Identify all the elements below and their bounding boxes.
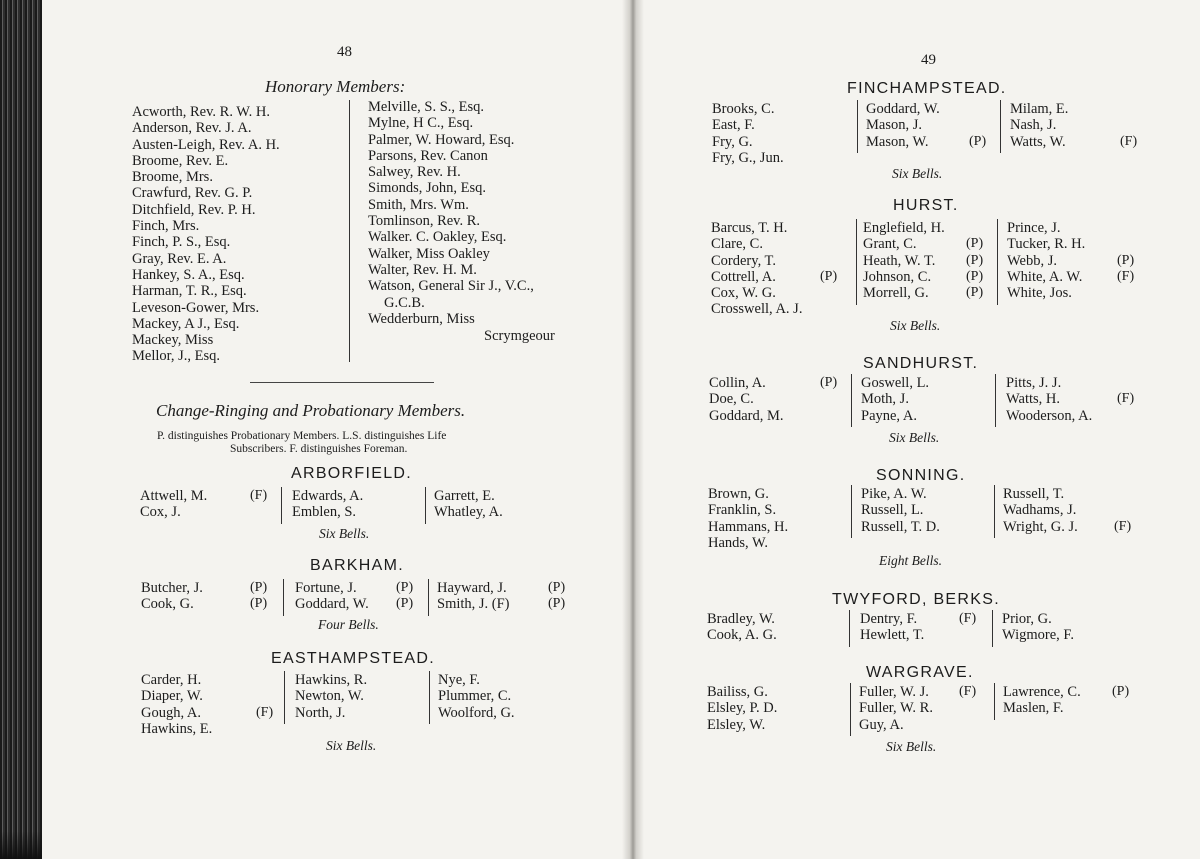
member-col3-entry: Russell, T. [1003,486,1065,502]
column-divider [856,219,857,305]
town-heading: WARGRAVE. [866,664,974,681]
member-col2-entry: Fortune, J. [295,580,357,596]
honorary-col2-entry: Mylne, H C., Esq. [368,115,474,132]
member-col2-entry: Payne, A. [861,407,917,424]
member-col1-entry: Cottrell, A. [711,268,776,285]
member-col3-entry: Lawrence, C. [1003,684,1081,700]
column-divider [997,219,998,305]
member-col1-entry: Attwell, M. [140,488,208,504]
honorary-col1-entry: Mackey, A J., Esq. [132,315,240,332]
status-mark: (P) [966,252,984,268]
member-col3 [1007,220,1085,301]
honorary-col1-entry: Austen-Leigh, Rev. A. H. [132,136,280,153]
section-rule [250,382,434,383]
member-col1 [712,101,784,166]
member-col2-entry: North, J. [295,704,346,721]
member-col3-entry: White, Jos. [1007,285,1072,302]
member-col3 [1010,101,1068,150]
member-col3-entry: Wadhams, J. [1003,502,1077,519]
member-col3-entry: Maslen, F. [1003,700,1064,717]
member-col1-entry: Fry, G. [712,133,753,150]
member-col2-entry: Moth, J. [861,391,909,408]
member-col3-entry: Whatley, A. [434,504,503,521]
town-heading: ARBORFIELD. [291,465,412,482]
member-col1-entry: Brown, G. [708,486,769,502]
status-mark: (P) [820,375,838,390]
status-mark: (P) [966,268,984,284]
honorary-col2-entry: Watson, General Sir J., V.C., [368,278,534,295]
honorary-col1-entry: Harman, T. R., Esq. [132,283,247,300]
right-page [632,0,1200,859]
status-mark: (P) [396,596,414,612]
member-col2-entry: Fuller, W. J. [859,684,929,700]
status-mark: (F) [1114,518,1132,534]
member-col3-entry: Wooderson, A. [1006,407,1093,424]
member-col1 [141,580,203,613]
member-col1-entry: Clare, C. [711,236,763,253]
honorary-col1-entry: Broome, Rev. E. [132,152,229,169]
honorary-col2-entry: Wedderburn, Miss [368,310,475,327]
town-heading: SANDHURST. [863,355,979,372]
member-col1-entry: Cox, J. [140,504,181,521]
member-col2-entry: Englefield, H. [863,220,945,236]
member-col2-entry: Dentry, F. [860,611,918,627]
member-col3 [1002,611,1074,644]
member-col2 [866,101,940,150]
honorary-col1-entry: Ditchfield, Rev. P. H. [132,201,256,218]
member-col3-entry: Webb, J. [1007,252,1057,269]
status-mark: (P) [969,133,987,149]
member-col3-entry: Wigmore, F. [1002,627,1074,644]
member-col2 [295,580,369,613]
status-mark: (F) [256,704,274,720]
page-edges [0,0,42,859]
column-divider [425,487,426,524]
member-col1-entry: Hammans, H. [708,518,789,535]
honorary-col1-entry: Crawfurd, Rev. G. P. [132,185,253,202]
left-page [40,0,630,859]
member-col3 [434,488,503,521]
bells-label: Six Bells. [319,526,370,541]
member-col1-entry: Crosswell, A. J. [711,301,803,318]
honorary-col2-entry: Walter, Rev. H. M. [368,261,477,278]
status-mark: (P) [250,580,268,595]
member-col1-entry: Cook, G. [141,596,194,613]
member-col3-entry: Watts, W. [1010,133,1066,150]
member-col1-entry: Doe, C. [709,391,754,408]
status-mark: (P) [820,268,838,284]
member-col2-entry: Mason, W. [866,133,929,150]
status-mark: (P) [1112,684,1130,699]
status-mark: (P) [966,236,984,252]
town-heading: TWYFORD, BERKS. [832,591,1000,608]
book-gutter [622,0,644,859]
honorary-col2-entry: Walker, Miss Oakley [368,245,490,262]
status-mark: (F) [250,488,268,503]
member-col1 [711,220,802,318]
bells-label: Six Bells. [892,166,943,181]
honorary-col1-entry: Acworth, Rev. R. W. H. [132,104,271,120]
member-col1-entry: Cook, A. G. [707,627,777,644]
status-mark: (P) [548,580,566,595]
member-col1-entry: Bailiss, G. [707,684,768,700]
honorary-col1-entry: Broome, Mrs. [132,169,213,186]
member-col3 [1006,375,1092,424]
honorary-col1 [132,104,280,365]
member-col2 [292,488,363,521]
column-divider [349,100,350,362]
member-col1-entry: Goddard, M. [709,407,784,424]
member-col1 [140,488,207,521]
member-col1-entry: East, F. [712,117,755,134]
member-col2-entry: Heath, W. T. [863,252,936,269]
member-col3 [1003,684,1081,717]
status-mark: (P) [1117,252,1135,268]
member-col2-entry: Hewlett, T. [860,627,925,644]
column-divider [849,610,850,647]
column-divider [283,579,284,616]
member-col2 [861,375,929,424]
column-divider [995,374,996,427]
honorary-col2-entry: Smith, Mrs. Wm. [368,196,469,213]
member-col2-entry: Hawkins, R. [295,672,368,688]
member-col1-entry: Diaper, W. [141,688,203,705]
member-col2 [861,486,940,535]
town-heading: FINCHAMPSTEAD. [847,80,1007,97]
column-divider [992,610,993,647]
status-mark: (F) [959,684,977,699]
honorary-col2-entry: Walker. C. Oakley, Esq. [368,229,507,246]
column-divider [428,579,429,616]
honorary-col1-entry: Hankey, S. A., Esq. [132,266,245,283]
member-col3 [1003,486,1078,535]
member-col3-entry: Garrett, E. [434,488,495,504]
status-mark: (P) [548,596,566,612]
honorary-heading: Honorary Members: [265,77,406,96]
honorary-col2-entry: Salwey, Rev. H. [368,164,461,181]
member-col1-entry: Elsley, W. [707,716,766,733]
honorary-col1-entry: Leveson-Gower, Mrs. [132,299,260,316]
honorary-col2-entry: Melville, S. S., Esq. [368,99,485,115]
member-col3-entry: Nye, F. [438,672,480,688]
member-col3-entry: Plummer, C. [438,688,512,705]
member-col1 [708,486,788,551]
member-col3 [437,580,510,613]
member-col1-entry: Hawkins, E. [141,720,213,737]
member-col1-entry: Gough, A. [141,704,202,721]
honorary-col2-entry: Parsons, Rev. Canon [368,147,488,164]
status-mark: (P) [396,580,414,595]
member-col3-entry: Woolford, G. [438,704,515,721]
status-mark: (P) [966,285,984,301]
bells-label: Eight Bells. [879,553,942,568]
legend-note: Subscribers. F. distinguishes Foreman. [230,443,408,455]
member-col2-entry: Guy, A. [859,716,904,733]
member-col2 [860,611,924,644]
column-divider [1000,100,1001,153]
member-col2-entry: Russell, T. D. [861,518,940,535]
status-mark: (F) [1120,133,1138,149]
honorary-col2 [368,99,534,327]
status-mark: (F) [1117,391,1135,407]
page-number: 48 [337,44,352,60]
column-divider [429,671,430,724]
member-col3-entry: Pitts, J. J. [1006,375,1062,391]
member-col1-entry: Hands, W. [708,534,769,551]
honorary-col2-entry: Simonds, John, Esq. [368,180,487,197]
member-col1-entry: Elsley, P. D. [707,700,778,717]
member-col3-entry: Prior, G. [1002,611,1052,627]
member-col1 [707,684,777,733]
member-col2-entry: Goswell, L. [861,375,930,391]
member-col3-entry: Prince, J. [1007,220,1061,236]
member-col1-entry: Collin, A. [709,375,766,391]
status-mark: (F) [959,611,977,626]
member-col2-entry: Edwards, A. [292,488,364,504]
column-divider [284,671,285,724]
member-col1-entry: Butcher, J. [141,580,203,596]
member-col3-entry: Wright, G. J. [1003,518,1078,535]
member-col1-entry: Fry, G., Jun. [712,149,784,166]
status-mark: (F) [1117,268,1135,284]
honorary-col2-entry: Tomlinson, Rev. R. [368,213,481,230]
member-col2-entry: Grant, C. [863,236,917,253]
member-col2-entry: Johnson, C. [863,268,932,285]
column-divider [857,100,858,153]
member-col3-entry: Smith, J. (F) [437,596,510,613]
member-col2 [863,220,945,301]
member-col3-entry: White, A. W. [1007,268,1083,285]
member-col1-entry: Brooks, C. [712,101,775,117]
honorary-col1-entry: Anderson, Rev. J. A. [132,120,252,137]
member-col2 [295,672,367,721]
member-col2-entry: Russell, L. [861,502,924,519]
honorary-col2-entry: G.C.B. [384,294,425,311]
member-col2-entry: Morrell, G. [863,285,929,302]
member-col1-entry: Bradley, W. [707,611,775,627]
member-col2-entry: Emblen, S. [292,504,357,521]
honorary-col1-entry: Finch, P. S., Esq. [132,234,231,251]
member-col1-entry: Carder, H. [141,672,202,688]
change-heading: Change-Ringing and Probationary Members. [156,401,466,420]
honorary-col2-entry: Palmer, W. Howard, Esq. [368,131,515,148]
member-col1 [707,611,777,644]
column-divider [994,683,995,720]
column-divider [851,485,852,538]
bells-label: Four Bells. [318,617,379,632]
column-divider [851,374,852,427]
member-col3-entry: Watts, H. [1006,391,1061,408]
honorary-col1-entry: Finch, Mrs. [132,218,200,235]
member-col1-entry: Franklin, S. [708,502,777,519]
member-col2-entry: Goddard, W. [866,101,940,117]
member-col1-entry: Cox, W. G. [711,285,776,302]
column-divider [994,485,995,538]
member-col3-entry: Hayward, J. [437,580,507,596]
bells-label: Six Bells. [886,739,937,754]
member-col2-entry: Newton, W. [295,688,364,705]
town-heading: SONNING. [876,467,966,484]
member-col1-entry: Barcus, T. H. [711,220,788,236]
column-divider [281,487,282,524]
town-heading: HURST. [893,197,959,214]
town-heading: EASTHAMPSTEAD. [271,650,436,667]
town-heading: BARKHAM. [310,557,404,574]
bells-label: Six Bells. [890,318,941,333]
member-col2-entry: Fuller, W. R. [859,700,933,717]
honorary-col2-last: Scrymgeour [484,328,555,344]
bells-label: Six Bells. [326,738,377,753]
bells-label: Six Bells. [889,430,940,445]
legend-note: P. distinguishes Probationary Members. L.S. distinguishes Life [157,430,447,442]
member-col2-entry: Mason, J. [866,117,922,134]
honorary-col1-entry: Gray, Rev. E. A. [132,250,227,267]
member-col3-entry: Milam, E. [1010,101,1069,117]
member-col2-entry: Pike, A. W. [861,486,927,502]
member-col1 [709,375,784,424]
status-mark: (P) [250,596,268,612]
member-col1 [141,672,212,737]
page-number: 49 [921,52,936,68]
member-col3-entry: Nash, J. [1010,117,1057,134]
honorary-col1-entry: Mellor, J., Esq. [132,348,221,365]
column-divider [850,683,851,736]
member-col1-entry: Cordery, T. [711,252,776,269]
member-col3-entry: Tucker, R. H. [1007,236,1086,253]
honorary-col1-entry: Mackey, Miss [132,332,214,349]
member-col3 [438,672,515,721]
member-col2-entry: Goddard, W. [295,596,369,613]
member-col2 [859,684,933,733]
